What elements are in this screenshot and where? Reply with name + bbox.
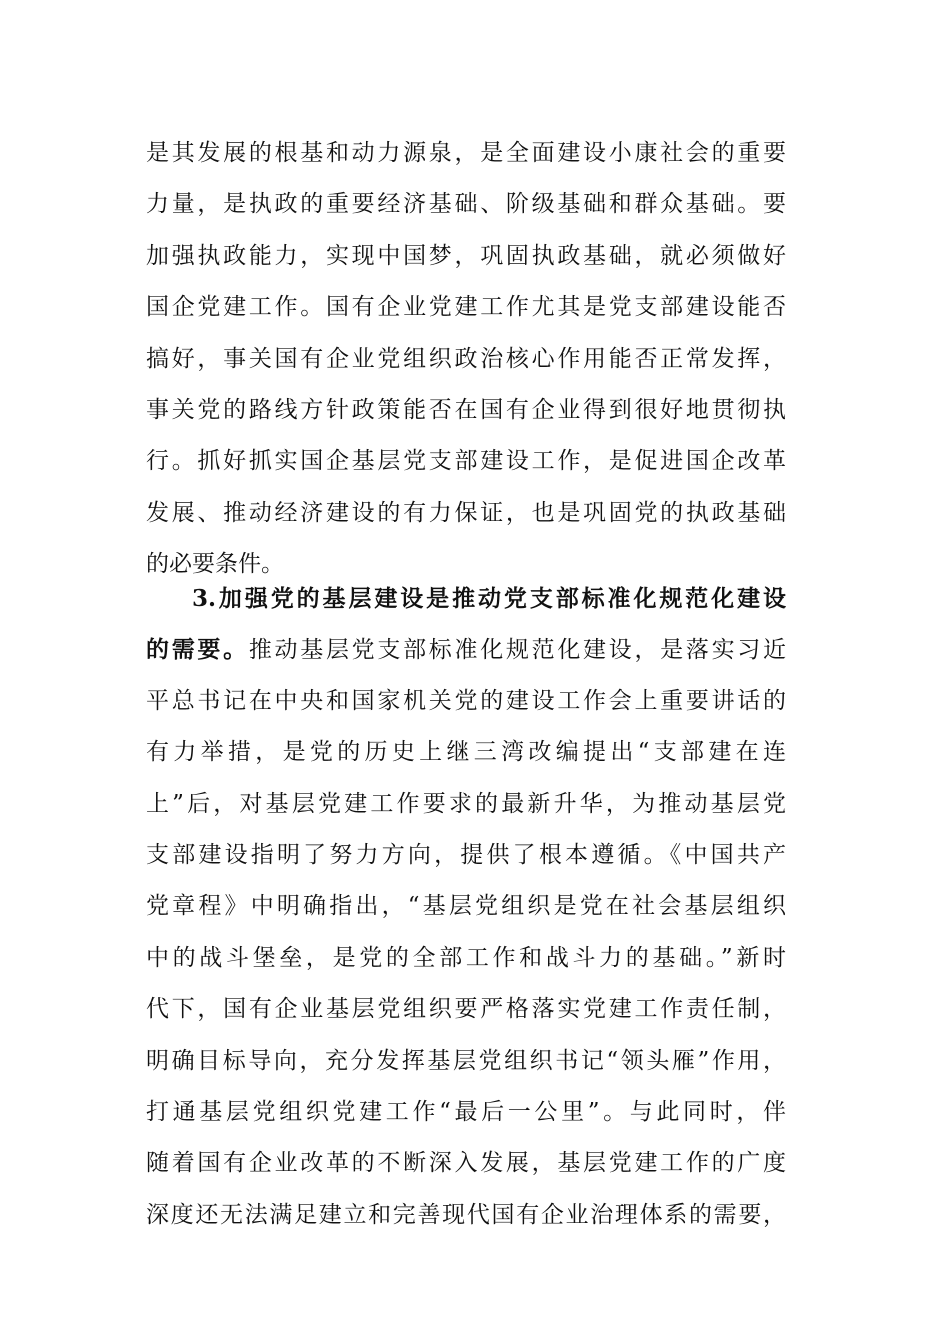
paragraph-2-line: 平总书记在中央和国家机关党的建设工作会上重要讲话的 — [146, 687, 786, 714]
paragraph-1-line: 的必要条件。 — [146, 551, 284, 578]
paragraph-2-line: 支部建设指明了努力方向，提供了根本遵循。《中国共产 — [146, 841, 786, 868]
paragraph-1-line: 搞好，事关国有企业党组织政治核心作用能否正常发挥， — [146, 345, 786, 372]
paragraph-2-line: 上”后，对基层党建工作要求的最新升华，为推动基层党 — [146, 790, 786, 817]
paragraph-1-line: 力量，是执政的重要经济基础、阶级基础和群众基础。要 — [146, 191, 786, 218]
paragraph-2-line — [146, 624, 786, 675]
paragraph-2-line: 中的战斗堡垒，是党的全部工作和战斗力的基础。”新时 — [146, 944, 786, 971]
paragraph-2 — [146, 573, 786, 1241]
paragraph-1-line: 是其发展的根基和动力源泉，是全面建设小康社会的重要 — [146, 140, 786, 166]
paragraph-1-line: 事关党的路线方针政策能否在国有企业得到很好地贯彻执 — [146, 396, 786, 423]
paragraph-1-line: 发展、推动经济建设的有力保证，也是巩固党的执政基础 — [146, 499, 786, 526]
paragraph-1 — [146, 128, 786, 591]
paragraph-2-line: 有力举措，是党的历史上继三湾改编提出“支部建在连 — [146, 739, 786, 766]
paragraph-1-line: 国企党建工作。国有企业党建工作尤其是党支部建设能否 — [146, 294, 786, 321]
paragraph-2-line: 打通基层党组织党建工作“最后一公里”。与此同时，伴 — [146, 1098, 786, 1125]
paragraph-2-line-text: 推动基层党支部标准化规范化建设，是落实习近 — [248, 637, 787, 664]
paragraph-2-line: 明确目标导向，充分发挥基层党组织书记“领头雁”作用， — [146, 1047, 786, 1074]
paragraph-1-line: 加强执政能力，实现中国梦，巩固执政基础，就必须做好 — [146, 242, 786, 269]
paragraph-2-line: 代下，国有企业基层党组织要严格落实党建工作责任制， — [146, 996, 786, 1023]
paragraph-1-line: 行。抓好抓实国企基层党支部建设工作，是促进国企改革 — [146, 448, 786, 475]
paragraph-2-line: 深度还无法满足建立和完善现代国有企业治理体系的需要， — [146, 1201, 786, 1228]
paragraph-2-line: 随着国有企业改革的不断深入发展，基层党建工作的广度 — [146, 1150, 786, 1177]
section-heading-end: 的需要。 — [146, 636, 249, 664]
section-heading: 3.加强党的基层建设是推动党支部标准化规范化建设 — [192, 585, 786, 612]
paragraph-2-line: 党章程》中明确指出，“基层党组织是党在社会基层组织 — [146, 893, 786, 920]
